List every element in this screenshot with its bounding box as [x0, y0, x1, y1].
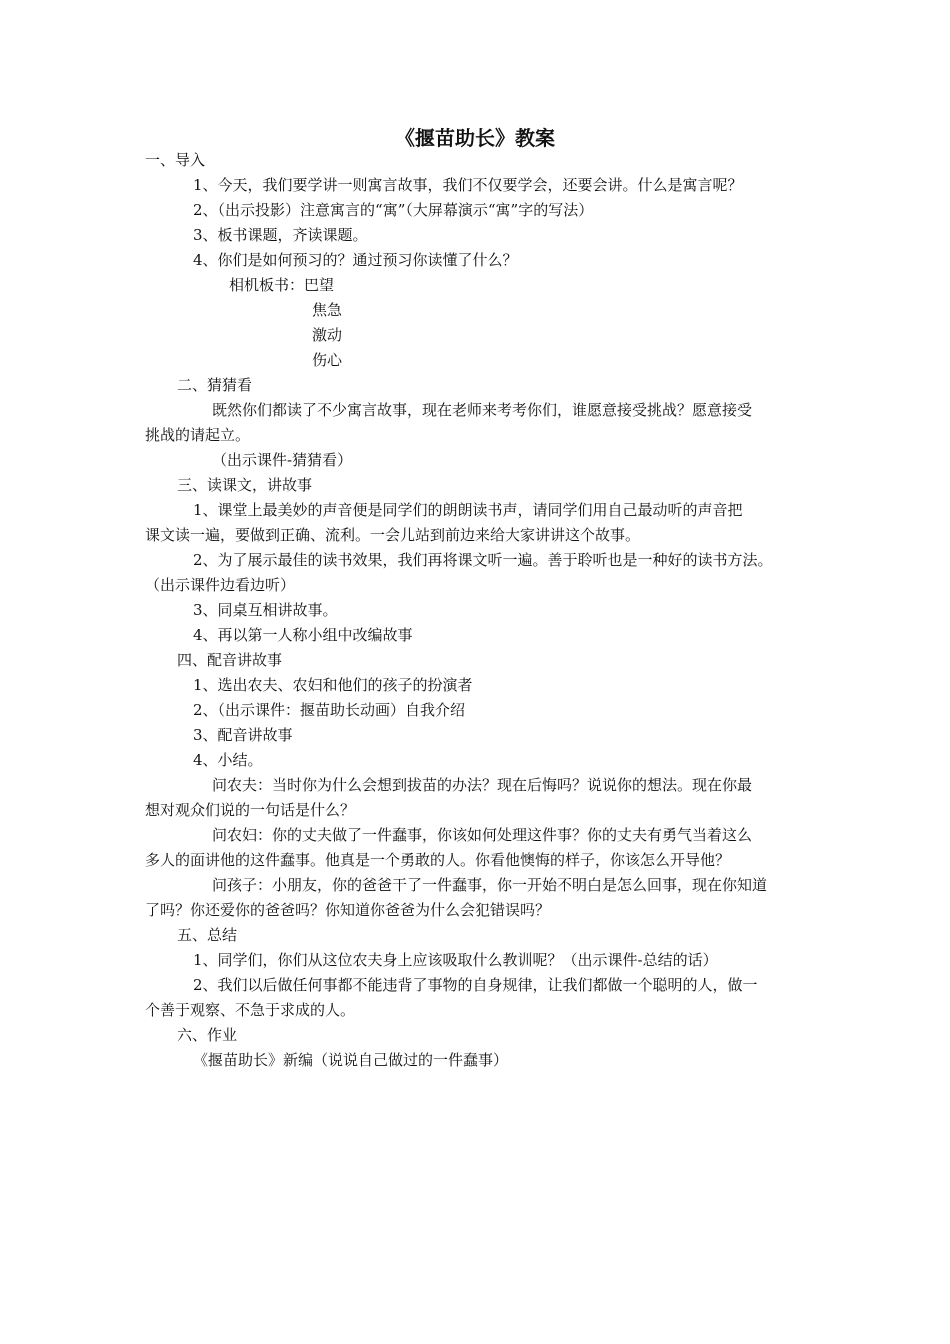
section-heading-guess: 二、猜猜看	[177, 376, 253, 394]
paragraph-line: 了吗？你还爱你的爸爸吗？你知道你爸爸为什么会犯错误吗？	[145, 901, 551, 919]
paragraph-line: （出示课件边看边听）	[145, 576, 296, 594]
paragraph-line: 1、课堂上最美妙的声音便是同学们的朗朗读书声，请同学们用自己最动听的声音把	[193, 501, 743, 519]
paragraph-line: 1、今天，我们要学讲一则寓言故事，我们不仅要学会，还要会讲。什么是寓言呢？	[193, 176, 743, 194]
paragraph-line: 挑战的请起立。	[145, 426, 251, 444]
paragraph-line: 多人的面讲他的这件蠢事。他真是一个勇敢的人。你看他懊悔的样子，你该怎么开导他？	[145, 851, 731, 869]
section-heading-summary: 五、总结	[177, 926, 238, 944]
paragraph-line: 2、（出示课件：揠苗助长动画）自我介绍	[193, 701, 466, 719]
paragraph-line: 《揠苗助长》新编（说说自己做过的一件蠢事）	[193, 1051, 509, 1069]
paragraph-line: 问孩子：小朋友，你的爸爸干了一件蠢事，你一开始不明白是怎么回事，现在你知道	[212, 876, 768, 894]
paragraph-line: 4、再以第一人称小组中改编故事	[193, 626, 413, 644]
section-heading-intro: 一、导入	[145, 151, 206, 169]
paragraph-line: 想对观众们说的一句话是什么？	[145, 801, 356, 819]
board-note-word: 焦急	[312, 301, 343, 319]
section-heading-reading: 三、读课文，讲故事	[177, 476, 313, 494]
paragraph-line: 2、我们以后做任何事都不能违背了事物的自身规律，让我们都做一个聪明的人，做一	[193, 976, 758, 994]
paragraph-line: 2、（出示投影）注意寓言的“寓”（大屏幕演示“寓”字的写法）	[193, 201, 594, 219]
paragraph-line: 3、同桌互相讲故事。	[193, 601, 338, 619]
board-note-word: 伤心	[312, 351, 343, 369]
paragraph-line: 4、小结。	[193, 751, 263, 769]
paragraph-line: 问农夫：当时你为什么会想到拔苗的办法？现在后悔吗？说说你的想法。现在你最	[212, 776, 753, 794]
board-note-line: 相机板书：巴望	[229, 276, 335, 294]
paragraph-line: 1、同学们，你们从这位农夫身上应该吸取什么教训呢？（出示课件-总结的话）	[193, 951, 718, 969]
paragraph-line: 4、你们是如何预习的？通过预习你读懂了什么？	[193, 251, 518, 269]
paragraph-line: 问农妇：你的丈夫做了一件蠢事，你该如何处理这件事？你的丈夫有勇气当着这么	[212, 826, 753, 844]
section-heading-homework: 六、作业	[177, 1026, 238, 1044]
board-note-word: 激动	[312, 326, 343, 344]
paragraph-line: 2、为了展示最佳的读书效果，我们再将课文听一遍。善于聆听也是一种好的读书方法。	[193, 551, 773, 569]
paragraph-line: 既然你们都读了不少寓言故事，现在老师来考考你们，谁愿意接受挑战？愿意接受	[212, 401, 753, 419]
paragraph-line: 1、选出农夫、农妇和他们的孩子的扮演者	[193, 676, 473, 694]
section-heading-dubbing: 四、配音讲故事	[177, 651, 283, 669]
paragraph-line: 3、板书课题，齐读课题。	[193, 226, 368, 244]
document-title: 《揠苗助长》教案	[395, 126, 555, 150]
paragraph-line: 课文读一遍，要做到正确、流利。一会儿站到前边来给大家讲讲这个故事。	[145, 526, 641, 544]
paragraph-line: （出示课件-猜猜看）	[212, 451, 353, 469]
paragraph-line: 3、配音讲故事	[193, 726, 293, 744]
paragraph-line: 个善于观察、不急于求成的人。	[145, 1001, 356, 1019]
